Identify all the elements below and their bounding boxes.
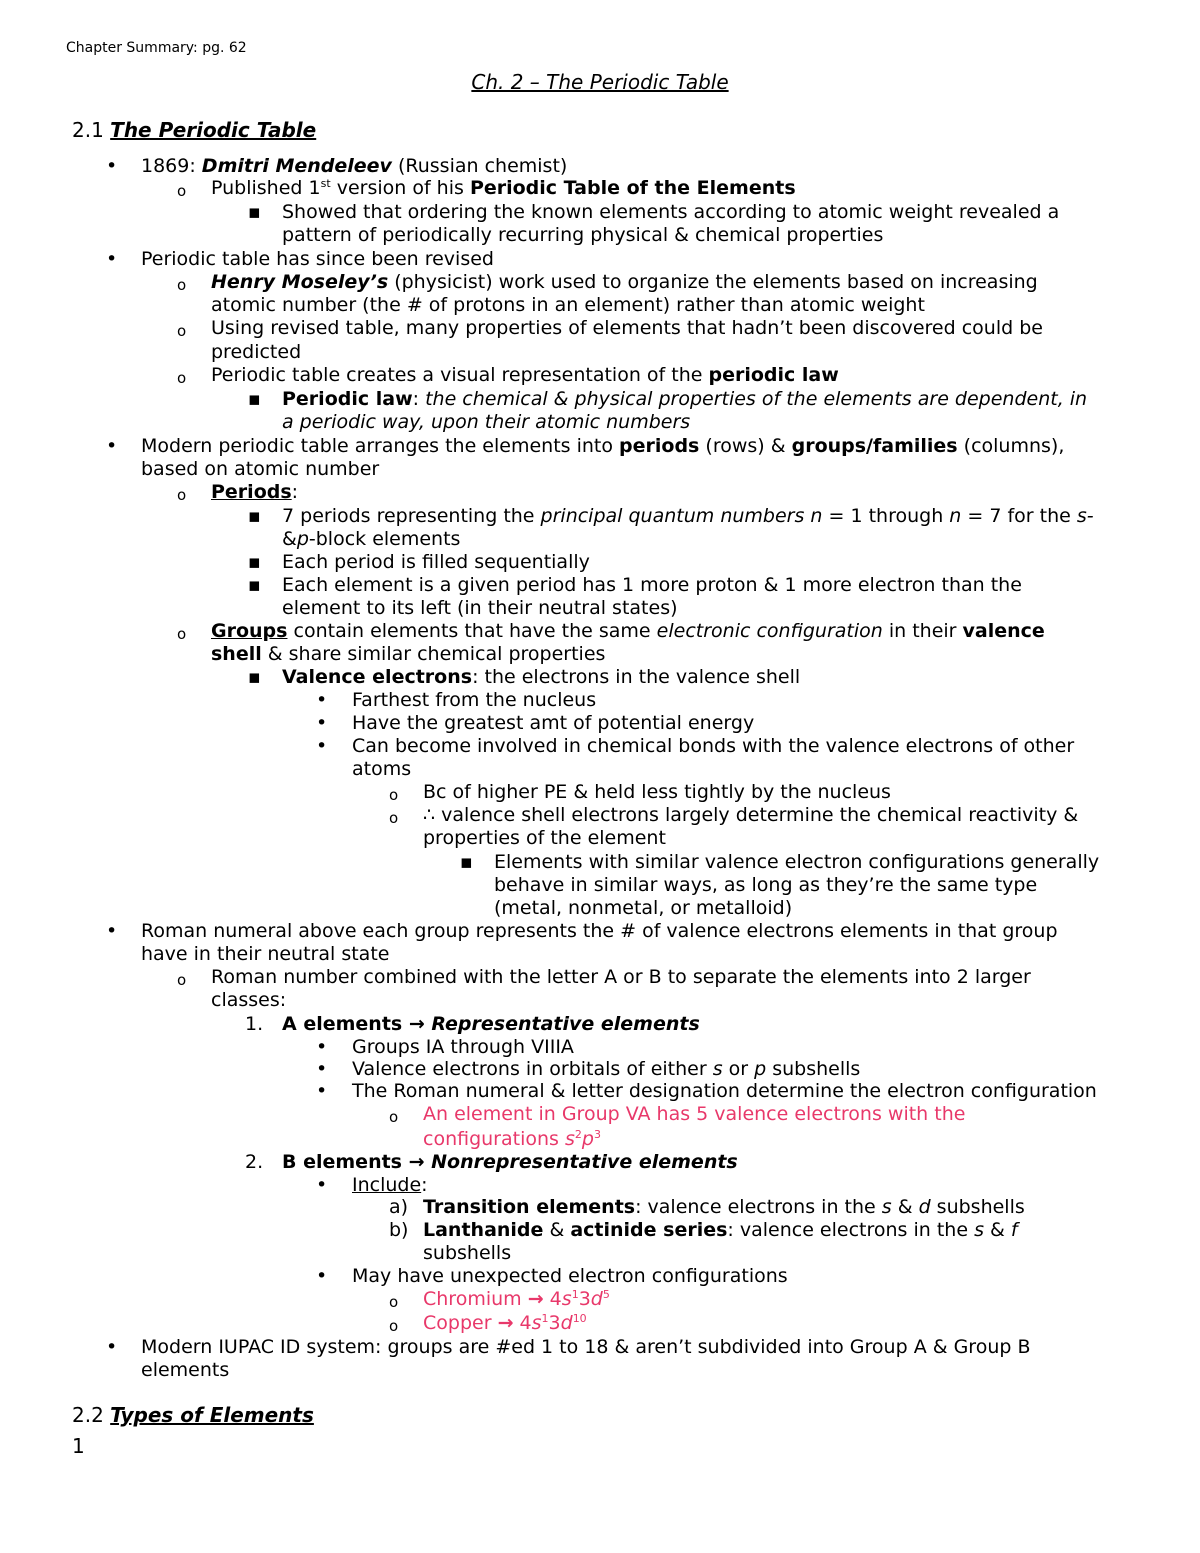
number-marker: 2. bbox=[245, 1151, 264, 1173]
circle-marker: o bbox=[177, 322, 187, 340]
square-marker: ▪ bbox=[460, 851, 473, 873]
list-item-continuation: pattern of periodically recurring physical & chemical properties bbox=[282, 224, 884, 246]
section-heading bbox=[72, 118, 316, 142]
list-item: Lanthanide & actinide series: valence electrons in the s & f bbox=[423, 1219, 1018, 1241]
list-item: Henry Moseley’s (physicist) work used to organize the elements based on increasing bbox=[211, 271, 1038, 293]
list-item: Showed that ordering the known elements according to atomic weight revealed a bbox=[282, 201, 1060, 223]
circle-marker: o bbox=[389, 786, 399, 804]
list-item: Each period is filled sequentially bbox=[282, 551, 590, 573]
example-item: An element in Group VA has 5 valence electrons with the bbox=[423, 1103, 966, 1125]
list-item: May have unexpected electron configurations bbox=[352, 1265, 788, 1287]
square-marker: ▪ bbox=[248, 666, 261, 688]
letter-marker: b) bbox=[389, 1219, 409, 1241]
number-marker: 1. bbox=[245, 1013, 264, 1035]
circle-marker: o bbox=[389, 809, 399, 827]
section-title: The Periodic Table bbox=[110, 118, 317, 142]
list-item: Published 1st version of his Periodic Table of the Elements bbox=[211, 177, 796, 199]
circle-marker: o bbox=[177, 971, 187, 989]
bullet-marker: • bbox=[106, 920, 118, 942]
square-marker: ▪ bbox=[248, 388, 261, 410]
list-item-continuation: properties of the element bbox=[423, 827, 666, 849]
list-item: 7 periods representing the principal quantum numbers n = 1 through n = 7 for the s- bbox=[282, 505, 1094, 527]
bullet-marker: • bbox=[316, 689, 328, 711]
list-item: Farthest from the nucleus bbox=[352, 689, 597, 711]
list-item-continuation: classes: bbox=[211, 989, 287, 1011]
list-item: Roman numeral above each group represents the # of valence electrons elements in that group bbox=[141, 920, 1058, 942]
example-item-continuation: configurations $s^2p^3$ bbox=[423, 1128, 601, 1150]
list-item: Elements with similar valence electron configurations generally bbox=[494, 851, 1100, 873]
list-item: Periodic table creates a visual representation of the periodic law bbox=[211, 364, 839, 386]
example-item: Copper → $4s^13d^{10}$ bbox=[423, 1312, 587, 1334]
example-item: Chromium → $4s^13d^5$ bbox=[423, 1288, 610, 1310]
list-item-continuation: have in their neutral state bbox=[141, 943, 390, 965]
bullet-marker: • bbox=[316, 1265, 328, 1287]
circle-marker: o bbox=[177, 276, 187, 294]
list-item-continuation: subshells bbox=[423, 1242, 512, 1264]
bullet-marker: • bbox=[316, 1174, 328, 1196]
page-number: 1 bbox=[72, 1434, 85, 1458]
bullet-marker: • bbox=[316, 1036, 328, 1058]
list-item: Have the greatest amt of potential energy bbox=[352, 712, 755, 734]
list-item: Periodic table has since been revised bbox=[141, 248, 494, 270]
list-item: ∴ valence shell electrons largely determine the chemical reactivity & bbox=[423, 804, 1079, 826]
bullet-marker: • bbox=[316, 1058, 328, 1080]
list-item-continuation: behave in similar ways, as long as they’re the same type bbox=[494, 874, 1038, 896]
list-item-continuation: predicted bbox=[211, 341, 302, 363]
circle-marker: o bbox=[389, 1293, 399, 1311]
list-item-continuation: elements bbox=[141, 1359, 230, 1381]
list-item: Valence electrons in orbitals of either s or p subshells bbox=[352, 1058, 861, 1080]
section-number: 2.1 bbox=[72, 118, 104, 142]
list-item: Using revised table, many properties of elements that hadn’t been discovered could be bbox=[211, 317, 1043, 339]
list-item: Valence electrons: the electrons in the valence shell bbox=[282, 666, 801, 688]
list-item-continuation: (metal, nonmetal, or metalloid) bbox=[494, 897, 793, 919]
circle-marker: o bbox=[389, 1108, 399, 1126]
section-heading bbox=[72, 1403, 314, 1427]
list-item: Bc of higher PE & held less tightly by the nucleus bbox=[423, 781, 891, 803]
bullet-marker: • bbox=[316, 735, 328, 757]
bullet-marker: • bbox=[106, 248, 118, 270]
list-item-continuation: based on atomic number bbox=[141, 458, 380, 480]
square-marker: ▪ bbox=[248, 574, 261, 596]
list-item: Roman number combined with the letter A or B to separate the elements into 2 larger bbox=[211, 966, 1031, 988]
square-marker: ▪ bbox=[248, 505, 261, 527]
list-item: Groups contain elements that have the same electronic configuration in their valence bbox=[211, 620, 1045, 642]
list-item: Modern periodic table arranges the elements into periods (rows) & groups/families (columns), bbox=[141, 435, 1065, 457]
letter-marker: a) bbox=[389, 1196, 409, 1218]
list-item-continuation: shell & share similar chemical properties bbox=[211, 643, 606, 665]
square-marker: ▪ bbox=[248, 551, 261, 573]
circle-marker: o bbox=[389, 1317, 399, 1335]
list-item: Include: bbox=[352, 1174, 428, 1196]
circle-marker: o bbox=[177, 182, 187, 200]
bullet-marker: • bbox=[106, 435, 118, 457]
section-number: 2.2 bbox=[72, 1403, 104, 1427]
list-item: A elements → Representative elements bbox=[282, 1013, 700, 1035]
section-title: Types of Elements bbox=[110, 1403, 314, 1427]
bullet-marker: • bbox=[316, 1080, 328, 1102]
list-item: 1869: Dmitri Mendeleev (Russian chemist) bbox=[141, 155, 568, 177]
square-marker: ▪ bbox=[248, 201, 261, 223]
circle-marker: o bbox=[177, 486, 187, 504]
list-item: Each element is a given period has 1 more proton & 1 more electron than the bbox=[282, 574, 1022, 596]
circle-marker: o bbox=[177, 369, 187, 387]
list-item: B elements → Nonrepresentative elements bbox=[282, 1151, 738, 1173]
list-item: Modern IUPAC ID system: groups are #ed 1 to 18 & aren’t subdivided into Group A & Group B bbox=[141, 1336, 1031, 1358]
list-item-continuation: atomic number (the # of protons in an element) rather than atomic weight bbox=[211, 294, 925, 316]
list-item: Can become involved in chemical bonds with the valence electrons of other bbox=[352, 735, 1075, 757]
list-item-continuation: &p-block elements bbox=[282, 528, 461, 550]
list-item: Periods: bbox=[211, 481, 299, 503]
list-item: Transition elements: valence electrons in the s & d subshells bbox=[423, 1196, 1025, 1218]
bullet-marker: • bbox=[106, 155, 118, 177]
bullet-marker: • bbox=[106, 1336, 118, 1358]
list-item-continuation: a periodic way, upon their atomic numbers bbox=[282, 411, 691, 433]
list-item: Groups IA through VIIIA bbox=[352, 1036, 574, 1058]
circle-marker: o bbox=[177, 625, 187, 643]
list-item-continuation: atoms bbox=[352, 758, 412, 780]
list-item-continuation: element to its left (in their neutral states) bbox=[282, 597, 678, 619]
page-header: Chapter Summary: pg. 62 bbox=[66, 40, 247, 56]
list-item: The Roman numeral & letter designation determine the electron configuration bbox=[352, 1080, 1097, 1102]
list-item: Periodic law: the chemical & physical properties of the elements are dependent, in bbox=[282, 388, 1088, 410]
chapter-title: Ch. 2 – The Periodic Table bbox=[471, 70, 729, 94]
bullet-marker: • bbox=[316, 712, 328, 734]
